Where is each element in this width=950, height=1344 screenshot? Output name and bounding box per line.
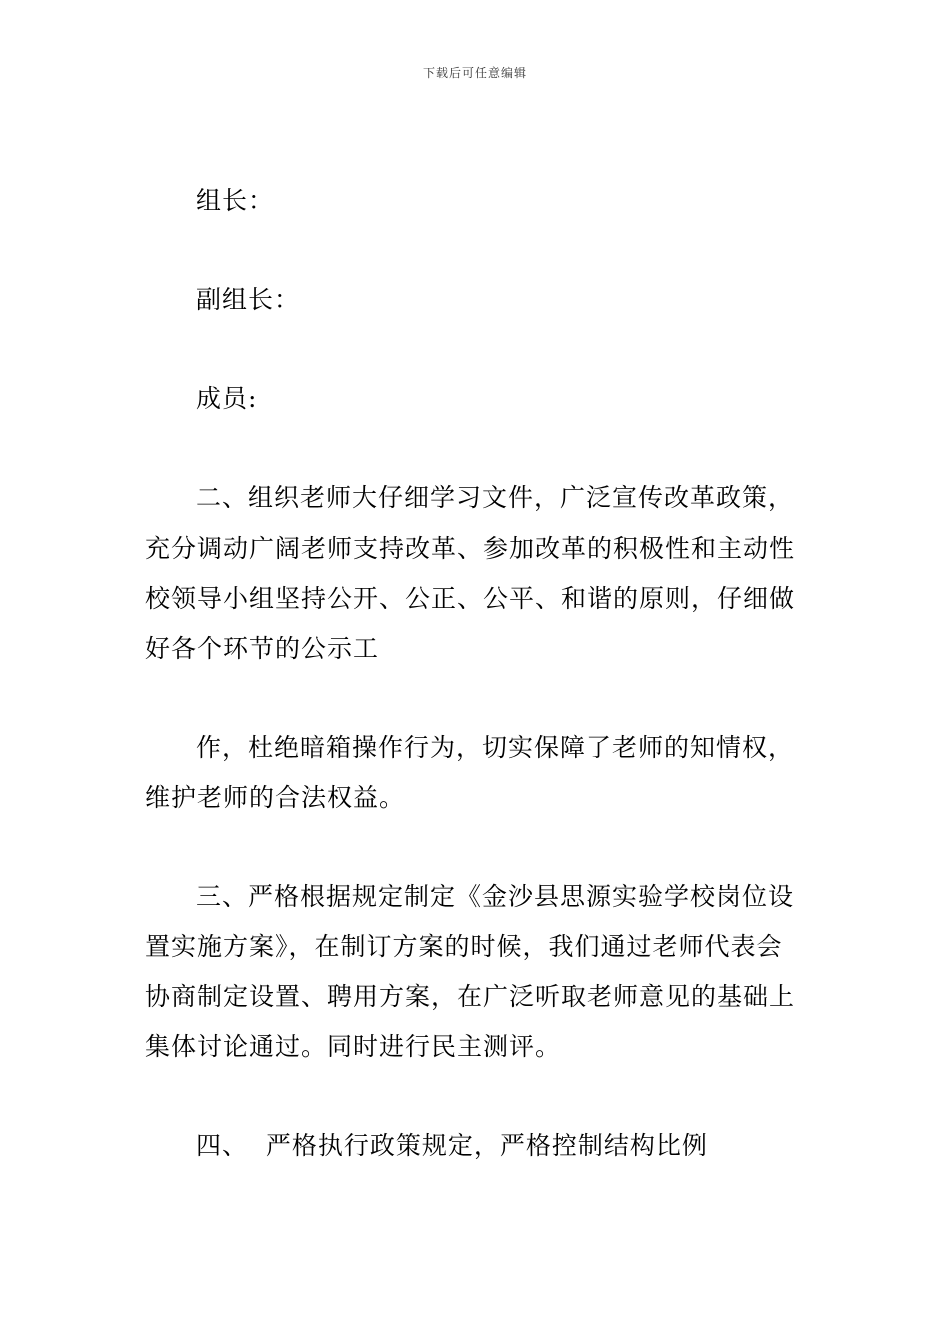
section-four-line-1: 四、 严格执行政策规定，严格控制结构比例 <box>196 1131 708 1160</box>
leader-line: 组长： <box>196 186 275 215</box>
section-two-cont-line-2: 维护老师的合法权益。 <box>145 783 406 812</box>
section-three-line-1: 三、严格根据规定制定《金沙县思源实验学校岗位设 <box>196 882 795 911</box>
section-two-line-4: 好各个环节的公示工 <box>145 634 380 663</box>
section-three-line-3: 协商制定设置、聘用方案，在广泛听取老师意见的基础上 <box>145 982 796 1011</box>
members-line: 成员: <box>196 384 258 413</box>
section-two-line-3: 校领导小组坚持公开、公正、公平、和谐的原则，仔细做 <box>145 584 796 613</box>
section-two-line-1: 二、组织老师大仔细学习文件，广泛宣传改革政策， <box>196 483 795 512</box>
section-two-line-2: 充分调动广阔老师支持改革、参加改革的积极性和主动性 <box>145 534 796 563</box>
section-three-line-2: 置实施方案》，在制订方案的时候，我们通过老师代表会 <box>145 932 783 961</box>
deputy-leader-line: 副组长： <box>196 285 301 314</box>
section-three-line-4: 集体讨论通过。同时进行民主测评。 <box>145 1032 562 1061</box>
page-header: 下载后可任意编辑 <box>422 66 527 80</box>
section-two-cont-line-1: 作，杜绝暗箱操作行为，切实保障了老师的知情权， <box>196 733 795 762</box>
